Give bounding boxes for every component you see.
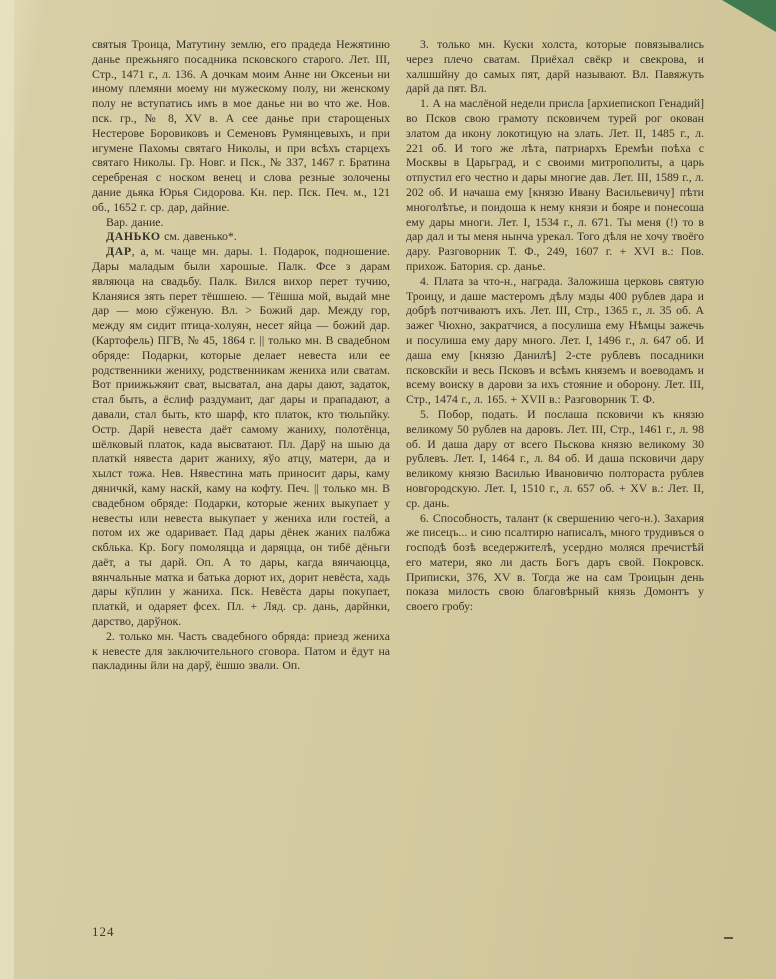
scanner-background-corner <box>722 0 776 32</box>
page-number: 124 <box>92 924 115 939</box>
headword-danko: ДАНЬКО <box>106 229 161 244</box>
entry-dar <box>92 244 390 629</box>
variant-note: Вар. дание. <box>106 214 164 229</box>
entry-dar-sense-6: 6. Способность, талант (к свершению чего-н.). Захария же писецъ... и сию псалтирю написалъ, много трудивъся о господѣ бозѣ вседержителѣ, усердно моляся пречистѣй его матери, яко ли дасть Богъ даръ свой. Покровск. Приписки, 376, XV в. Тогда же на сам Троицын день показа милость свою благовѣрный князь Домонтъ у своего гробу: <box>406 510 704 614</box>
entry-danko <box>92 229 390 244</box>
entry-danko-body: см. давенько*. <box>160 229 237 244</box>
scan-artifact-dash <box>724 937 733 939</box>
entry-dar-sense-2: 2. только мн. Часть свадебного обряда: приезд жениха к невесте для заключительного сговора. Патом и ёдут на пакладины йли на дарў, ёшшо звали. Оп. <box>92 628 390 673</box>
entry-dar-sense-4: 4. Плата за что-н., награда. Заложиша церковь святую Троицу, и даше мастеромъ дѣлу мзды 400 рублев дара и добрѣ потчиваютъ ихъ. Лет. III, Стр., 1365 г., л. 35 об. А зажег Чюхно, закратчися, а посулиша ему Нѣмцы зажечь и посулиша ему дару много. Лет. I, 1496 г., л. 647 об. И даша ему [князю Данилѣ] 2-сте рублевъ посадники псковскйи и весь Псковъ и всѣмъ княземъ и воеводамъ и всему воиску в дарови за ихъ стояние и оборону. Лет. III, Стр., 1474 г., л. 165. + XVII в.: Разговорник Т. Ф. <box>406 273 704 407</box>
entry-dar-body: , а, м. чаще мн. дары. 1. Подарок, подношение. Дары маладым были харошые. Палк. Фсе з дарам являюца на свадьбу. Палк. Вился вихор перет тучию, Кланяися зять перет тёшшею. — Тёшша мой, выдай мне дар — мою сўженую. Вл. > Божий дар. Между гор, между ям сидит птица-холуян, несет яйца — божий дар. (Картофель) ПГВ, № 45, 1864 г. || только мн. В свадебном обряде: Подарки, которые делает невеста или ее родственники жениху, родственникам жениха или сватам. Вот приижьжяит сват, высватал, ана дары дают, задаток, стал быть, а ёслиф раздумаит, даг дары и прападают, а давали, стал быть, кто шарф, кто платок, кто тюльпйку. Остр. Дарй невеста даёт самому жаниху, полотёнца, шёлковый платок, када высватают. Пл. Дарў на шыю да платкй нявеста дарит жаниху, яўо атцу, матери, да и хылст тожа. Нев. Нявестина мать приносит дары, каму дяничкй, каму наскй, каму на кофту. Печ. || только мн. В свадебном обряде: Подарки, которые жених выкупает у невесты или невеста выкупает у жениха или гостей, а потом их же одаривает. Пад дары дёнек жаних палбжа скблька. Кр. Богу помоляцца и даряцца, он тибё дёньги даёт, а ты дарй. Оп. А то дары, кагда вянчаюцца, вянчальные матка и батька дорют их, дорит невёста, хадь дары кўплин у жаниха. Пск. Невёста дары покупает, платкй, и одаряет фсех. Пл. + Ляд. ср. дань, дарйнки, дарство, дарўнок. <box>92 244 390 629</box>
entry-dar-sense-5: 5. Побор, подать. И послаша псковичи къ князю великому 50 рублев на даровъ. Лет. III, Стр., 1461 г., л. 98 об. И даша дару от всего Пьскова князю великому 30 рублевъ. Лет. I, 1464 г., л. 84 об. И даша псковичи дару великому князю Василью Ивановичю полтораста рублев новгородскую. Лет. I, 1510 г., л. 657 об. + XV в.: Лет. II, ср. дань. <box>406 406 704 510</box>
entry-dar-historical-1: 1. А на маслёной недели присла [архиепископ Генадий] во Псков свою грамоту псковичем турей рог окован златом да икону локотицую на злать. Лет. II, 1485 г., л. 221 об. И того же лѣта, патриархъ Еремѣи поѣха с Москвы в Царьград, и с своими митрополиты, а царь отпустил его честно и дары многие дав. Лет. III, 1589 г., л. 202 об. И начаша ему [князю Ивану Васильевичу] пѣти многолѣтье, и поидоша к нему князи и бояре и понесоша ему дары многи. Лет. I, 1534 г., л. 671. Ты меня (!) то в дар дал и ты меня нынча урекал. Того дѣля не хочу твоёго дару. Разговорник Т. Ф., 249, 1607 г. + XVI в.: Пов. прихож. Батория. ср. данье. <box>406 96 704 273</box>
entry-danye-continuation: святыя Троица, Матутину землю, его прадеда Нежятиню данье прежьняго посадника псковского старого. Лет. III, Стр., 1471 г., л. 136. А дочкам моим Анне ни Оксеньи ни иному племяни моему ни мужескому полу, ни женскому полу не вступатись имъ в мое данье ни во что же. Нов. пск. гр., № 8, XV в. А сее данье при старощеных Нестерове Боровиковъ и Семеновъ Румянцевыхъ, и при игумене Пахомы святаго Николы, и при всѣхъ старцехъ святаго Николы. Гр. Новг. и Пск., № 337, 1467 г. Братина серебреная с носком венец и слова резные золочены дание дьяка Юрья Сидорова. Кн. пер. Пск. Печ. м., 121 об., 1652 г. ср. дар, дайние. <box>92 37 390 214</box>
headword-dar: ДАР <box>106 244 132 259</box>
page-edge-highlight <box>0 0 14 979</box>
left-column <box>92 37 390 673</box>
text-columns <box>92 37 704 673</box>
right-column <box>406 37 704 673</box>
entry-dar-sense-3: 3. только мн. Куски холста, которые повязывались через плечо сватам. Приёхал свёкр и свекрова, и халшшйну до самых пят, дарй называют. Вл. Павяжуть дарй да пят. Вл. <box>406 37 704 96</box>
